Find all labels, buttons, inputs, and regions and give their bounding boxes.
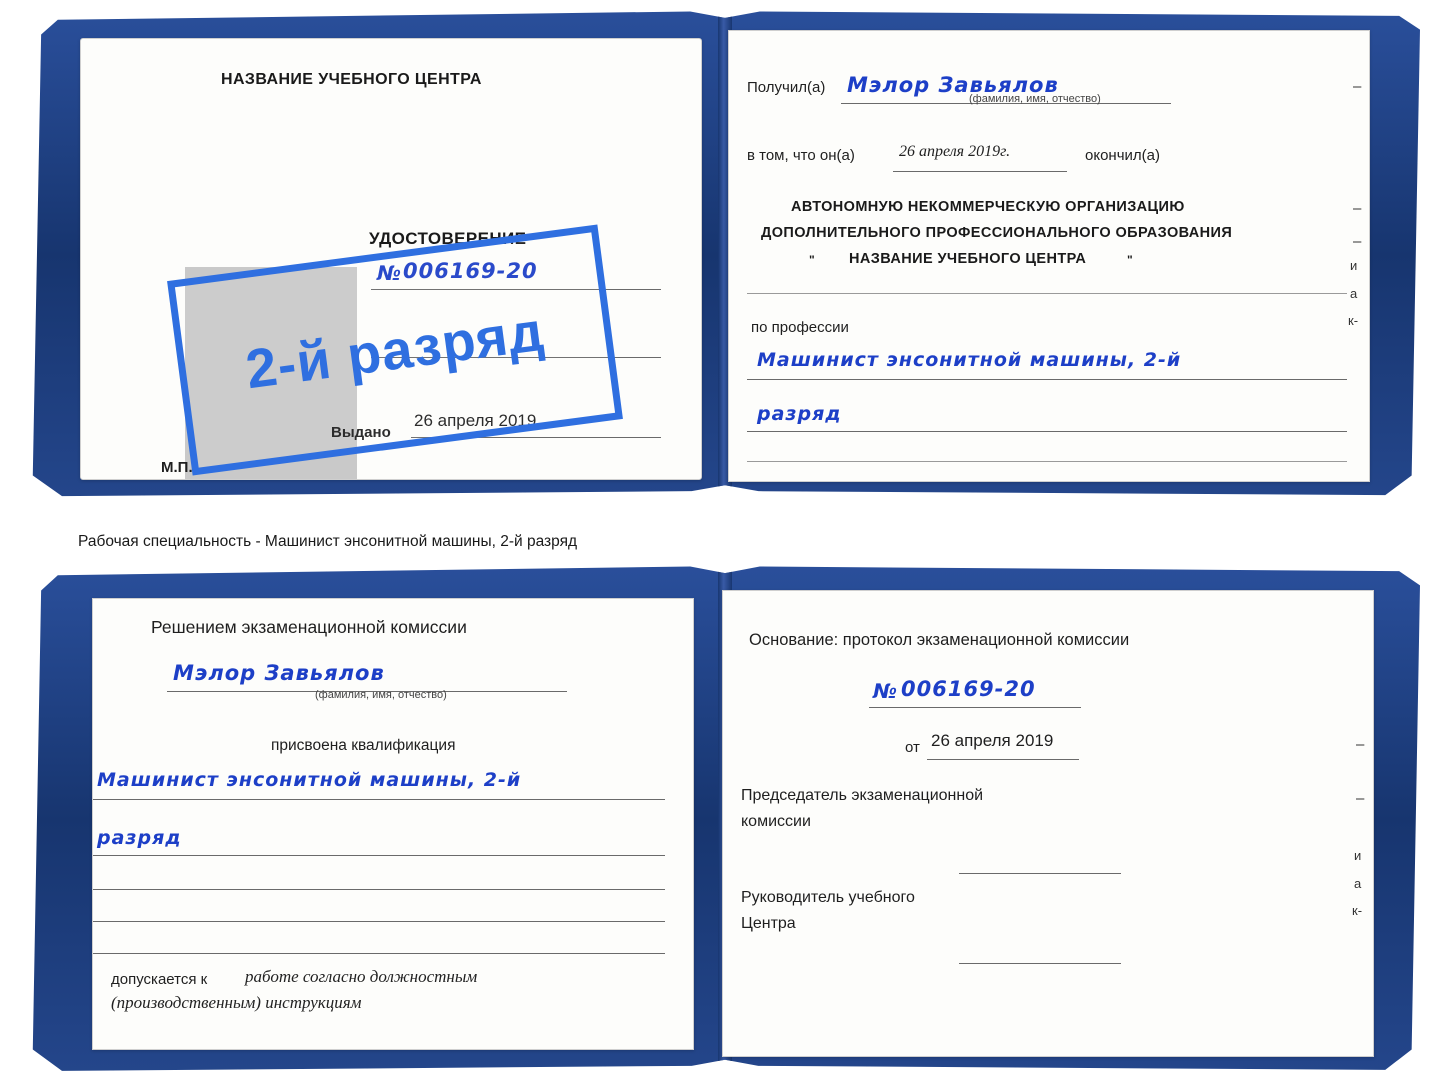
- finished-label: окончил(а): [1085, 147, 1160, 164]
- certificate-number: 006169-20: [403, 259, 538, 283]
- issued-date: 26 апреля 2019: [414, 411, 537, 430]
- edge-mark-b-1: –: [1356, 790, 1365, 807]
- profession-label: по профессии: [751, 319, 849, 336]
- head-line-2: Центра: [741, 915, 796, 932]
- chairman-line-1: Председатель экзаменационной: [741, 787, 984, 804]
- edge-mark-b-2: и: [1354, 848, 1362, 863]
- basis-label: Основание: протокол экзаменационной комиссии: [749, 631, 1130, 649]
- blank-line-b2: [93, 921, 665, 922]
- profession-underline-3: [747, 461, 1347, 462]
- head-line-1: Руководитель учебного: [741, 889, 915, 906]
- watermark-stamp-text: 2-й разряд: [242, 299, 548, 401]
- blank-line-b3: [93, 953, 665, 954]
- received-name: Мэлор Завьялов: [847, 73, 1059, 97]
- fio-hint-top: (фамилия, имя, отчество): [969, 93, 1101, 105]
- assigned-label: присвоена квалификация: [271, 737, 456, 754]
- that-he-label: в том, что он(а): [747, 147, 855, 164]
- org-line-2: ДОПОЛНИТЕЛЬНОГО ПРОФЕССИОНАЛЬНОГО ОБРАЗОВАНИЯ: [761, 225, 1233, 241]
- blank-line-b1: [93, 889, 665, 890]
- edge-mark-t-0: –: [1353, 78, 1362, 95]
- profession-underline-1: [747, 379, 1347, 380]
- edge-mark-b-4: к-: [1352, 903, 1363, 918]
- number-symbol: №: [377, 261, 403, 285]
- edge-mark-b-3: а: [1354, 876, 1362, 891]
- seal-label: М.П.: [161, 459, 193, 476]
- chairman-signature-line: [959, 873, 1121, 874]
- qualification-underline-2: [93, 855, 665, 856]
- issued-label: Выдано: [331, 424, 391, 441]
- holder-name: Мэлор Завьялов: [173, 661, 385, 685]
- qualification-line-2: разряд: [97, 827, 182, 849]
- from-label: от: [905, 739, 920, 756]
- center-name-heading: НАЗВАНИЕ УЧЕБНОГО ЦЕНТРА: [221, 71, 482, 88]
- org-underline: [747, 293, 1347, 294]
- admitted-label: допускается к: [111, 971, 208, 988]
- page-bottom-right: [722, 590, 1374, 1057]
- finish-date-underline: [893, 171, 1067, 172]
- protocol-number: 006169-20: [901, 677, 1036, 701]
- org-quote-close: ": [1127, 253, 1134, 267]
- edge-mark-t-5: к-: [1348, 313, 1359, 328]
- admitted-text-2: (производственным) инструкциям: [111, 993, 362, 1012]
- head-signature-line: [959, 963, 1121, 964]
- page-top-right: [728, 30, 1370, 482]
- fio-hint-bottom: (фамилия, имя, отчество): [315, 689, 447, 701]
- qualification-underline-1: [93, 799, 665, 800]
- received-label: Получил(а): [747, 79, 826, 96]
- page-bottom-left: [92, 598, 694, 1050]
- profession-line-2: разряд: [757, 403, 842, 425]
- from-date: 26 апреля 2019: [931, 731, 1054, 750]
- org-quote-open: ": [809, 253, 816, 267]
- edge-mark-t-2: –: [1353, 233, 1362, 250]
- chairman-line-2: комиссии: [741, 813, 811, 830]
- page-title: УДОСТОВЕРЕНИЕ: [369, 229, 527, 248]
- edge-mark-t-3: и: [1350, 258, 1358, 273]
- protocol-number-underline: [869, 707, 1081, 708]
- profession-underline-2: [747, 431, 1347, 432]
- edge-mark-t-4: а: [1350, 286, 1358, 301]
- org-line-3: НАЗВАНИЕ УЧЕБНОГО ЦЕНТРА: [849, 251, 1087, 267]
- image-caption: Рабочая специальность - Машинист энсонитной машины, 2-й разряд: [78, 533, 578, 550]
- admitted-text-1: работе согласно должностным: [245, 967, 478, 986]
- protocol-number-symbol: №: [873, 679, 899, 703]
- from-date-underline: [927, 759, 1079, 760]
- org-line-1: АВТОНОМНУЮ НЕКОММЕРЧЕСКУЮ ОРГАНИЗАЦИЮ: [791, 199, 1185, 215]
- edge-mark-t-1: –: [1353, 200, 1362, 217]
- qualification-line-1: Машинист энсонитной машины, 2-й: [97, 769, 522, 791]
- edge-mark-b-0: –: [1356, 736, 1365, 753]
- finish-date: 26 апреля 2019г.: [899, 143, 1011, 160]
- commission-heading: Решением экзаменационной комиссии: [151, 617, 467, 637]
- profession-line-1: Машинист энсонитной машины, 2-й: [757, 349, 1182, 371]
